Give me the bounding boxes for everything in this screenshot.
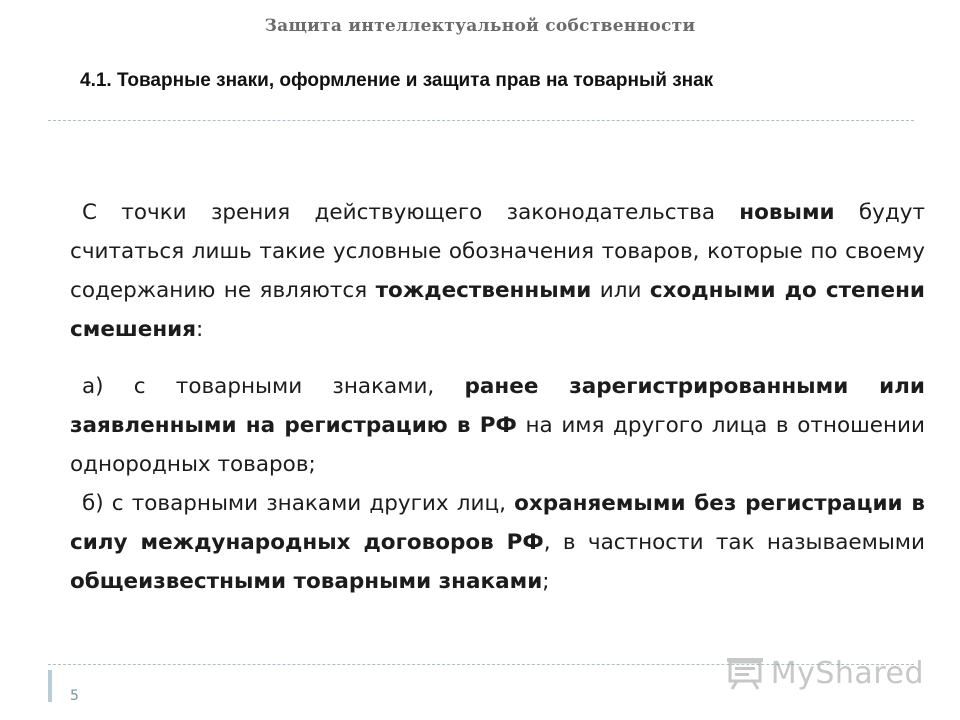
text-span: С точки зрения действующего законодательства xyxy=(82,200,740,225)
bold-term: тождественными xyxy=(375,278,592,303)
page-number: 5 xyxy=(70,688,79,704)
paragraph-intro xyxy=(70,193,925,349)
paragraph-item-b xyxy=(70,484,925,601)
bold-term: ранее зарегистрированными или заявленными на регистрацию в РФ xyxy=(70,374,925,438)
bold-term: общеизвестными товарными знаками xyxy=(70,569,543,594)
text-span: , в частности так называемыми xyxy=(543,530,925,555)
text-span: б) с товарными знаками других лиц, xyxy=(82,491,515,516)
text-span: : xyxy=(196,317,204,342)
text-span: а) с товарными знаками, xyxy=(82,374,465,399)
bold-term: охраняемыми без регистрации в силу международных договоров РФ xyxy=(70,491,925,555)
text-span: будут считаться лишь такие условные обозначения товаров, которые по своему содержанию не являются xyxy=(70,200,926,303)
bold-term: новыми xyxy=(739,200,835,225)
text-span: или xyxy=(591,278,650,303)
slide-content xyxy=(70,193,925,601)
paragraph-item-a xyxy=(70,367,925,484)
slide-subtitle: 4.1. Товарные знаки, оформление и защита прав на товарный знак xyxy=(80,70,714,91)
footer-accent-bar xyxy=(48,670,52,702)
text-span: на имя другого лица в отношении однородных товаров; xyxy=(70,413,926,477)
watermark-text: MyShared xyxy=(770,655,924,691)
slide-header-title: Защита интеллектуальной собственности xyxy=(264,16,696,36)
top-divider xyxy=(48,120,914,121)
bold-term: сходными до степени смешения xyxy=(70,278,925,342)
projector-screen-icon xyxy=(725,655,765,691)
text-span: ; xyxy=(542,569,550,594)
watermark xyxy=(725,655,924,691)
